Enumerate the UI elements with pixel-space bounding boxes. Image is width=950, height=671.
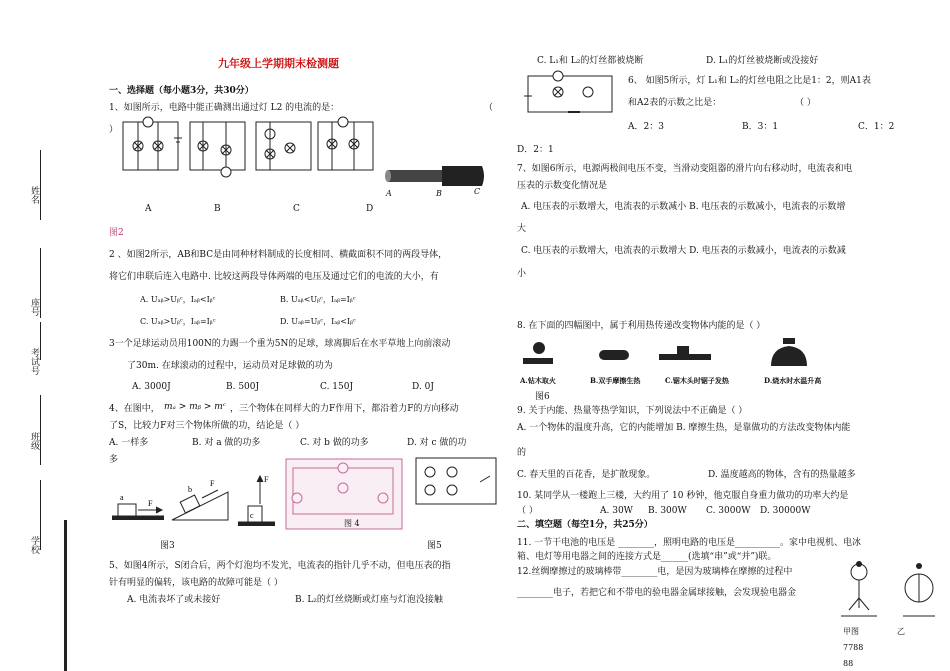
q8-caption-b: B.双手摩擦生热 — [590, 376, 641, 385]
q7-option-ab: A. 电压表的示数增大，电流表的示数减小 B. 电压表的示数减小，电流表的示数增 — [521, 202, 846, 212]
svg-text:b: b — [188, 485, 192, 494]
page-number-2: 88 — [843, 659, 854, 668]
figure-yi-caption: 乙 — [897, 627, 905, 636]
q1-option-d: D — [366, 204, 374, 214]
q8-text: 8. 在下面的四幅图中，属于利用热传递改变物体内能的是（ ） — [517, 321, 766, 331]
q1-option-c: C — [293, 204, 300, 214]
school-label: 学校 — [29, 536, 39, 554]
seat-line — [40, 248, 41, 318]
rod-label-a: A — [386, 189, 392, 198]
q5-line1: 5、如图4所示，S闭合后，两个灯泡均不发光，电流表的指针几乎不动，但电压表的指 — [109, 561, 451, 571]
rod-label-b: B — [436, 189, 442, 198]
name-label: 姓名 — [29, 186, 39, 204]
q4-option-d-tail: 多 — [109, 455, 119, 465]
class-line — [40, 395, 41, 465]
page-number-1: 7788 — [843, 643, 864, 652]
q4-line1-end: ，三个物体在同样大的力F作用下，都沿着力F的方向移动 — [230, 404, 459, 414]
q5-option-b: B. L₂的灯丝烧断或灯座与灯泡没接触 — [295, 595, 443, 605]
q6-line1: 6、 如图5所示，灯 L₁和 L₂的灯丝电阻之比是1：2，则A1表 — [628, 76, 871, 86]
q8-pictures — [517, 336, 837, 374]
q3-option-a: A. 3000J — [132, 382, 171, 392]
figure-4-caption: 图 4 — [344, 519, 360, 528]
figure-jia-caption: 甲图 — [843, 627, 859, 636]
q6-circuit-figure — [518, 70, 616, 122]
q2-line2: 将它们串联后连入电路中. 比较这两段导体两端的电压及通过它们的电流的大小，有 — [109, 272, 439, 282]
q4-line1-start: 4、在图中， — [109, 404, 160, 414]
q1-text: 1、如图所示，电路中能正确测出通过灯 L2 的电流的是： — [109, 103, 340, 113]
q10-option-d: D. 30000W — [760, 506, 811, 516]
figure-2-caption: 图2 — [109, 228, 124, 238]
school-line — [40, 480, 41, 550]
q5-line2: 针有明显的偏转，该电路的故障可能是（ ） — [109, 578, 283, 588]
q4-mass-formula: mₐ > mᵦ > mᶜ — [164, 402, 226, 412]
binding-bar — [64, 520, 67, 671]
q3-option-d: D. 0J — [412, 382, 434, 392]
q1-paren-close: ） — [109, 125, 119, 135]
q6-line2: 和A2表的示数之比是： — [628, 98, 722, 108]
q6-option-d: D．2：1 — [517, 145, 554, 155]
q3-line1: 3一个足球运动员用100N的力踢一个重为5N的足球，球离脚后在水平草地上向前滚动 — [109, 339, 451, 349]
q8-caption-c: C.锯木头时锯子发热 — [665, 376, 729, 385]
exam-number-label: 考试号 — [29, 348, 39, 375]
q8-caption-d: D.烧水时水温升高 — [764, 376, 822, 385]
q4-option-a: A. 一样多 — [109, 438, 149, 448]
q10-line1: 10. 某同学从一楼跑上三楼，大约用了 10 秒钟，他克服自身重力做功的功率大约是 — [517, 491, 849, 501]
q5-option-c: C. L₁和 L₂的灯丝都被烧断 — [537, 56, 644, 66]
q4-option-b: B. 对 a 做的功多 — [192, 438, 261, 448]
q9-option-ab-tail: 的 — [517, 448, 527, 458]
q2-option-c: C. Uₐᵦ>Uᵦᶜ，Iₐᵦ=Iᵦᶜ — [140, 317, 216, 326]
q12-line2: ________电子，若把它和不带电的验电器金属球接触，会发现验电器金 — [517, 588, 797, 598]
q12-line1: 12.丝绸摩擦过的玻璃棒带________电，是因为玻璃棒在摩擦的过程中 — [517, 567, 793, 577]
q6-option-c: C．1：2 — [858, 122, 895, 132]
q9-text: 9. 关于内能、热量等热学知识，下列说法中不正确是（ ） — [517, 406, 748, 416]
q4-option-d: D. 对 c 做的功 — [407, 438, 467, 448]
q2-option-b: B. Uₐᵦ<Uᵦᶜ，Iₐᵦ=Iᵦᶜ — [280, 295, 356, 304]
figure-3-caption: 图3 — [160, 541, 175, 551]
q9-option-ab: A. 一个物体的温度升高，它的内能增加 B. 摩擦生热，是靠做功的方法改变物体内能 — [517, 423, 851, 433]
q1-paren-open: （ — [484, 103, 494, 113]
q1-option-b: B — [214, 204, 221, 214]
q7-option-ab-tail: 大 — [517, 224, 527, 234]
q5-option-d: D. L₁的灯丝被烧断或没接好 — [706, 56, 819, 66]
section-choice-heading: 一、选择题（每小题3分，共30分） — [109, 86, 254, 96]
electroscope-figures — [835, 558, 945, 624]
name-line — [40, 150, 41, 220]
svg-text:a: a — [120, 493, 124, 502]
svg-text:c: c — [250, 511, 254, 520]
q4-line2: 了S，比较力F对三个物体所做的功，结论是（ ） — [109, 421, 305, 431]
q11-line2: 箱、电灯等用电器之间的连接方式是______(选填“串”或“并”)联。 — [517, 552, 777, 562]
q10-option-b: B. 300W — [648, 506, 687, 516]
q9-option-c: C. 春天里的百花香，是扩散现象。 — [517, 470, 656, 480]
figure-3-blocks — [110, 470, 280, 528]
q10-option-a: A. 30W — [600, 506, 633, 516]
q7-line2: 压表的示数变化情况是 — [517, 181, 608, 191]
q3-option-c: C. 150J — [320, 382, 354, 392]
figure-5-caption: 图5 — [427, 541, 442, 551]
q5-option-a: A. 电流表坏了或未接好 — [127, 595, 221, 605]
q9-option-d: D. 温度越高的物体，含有的热量越多 — [708, 470, 856, 480]
q11-line1: 11. 一节干电池的电压是 ________，照明电路的电压是__________。家中电视机、电冰 — [517, 538, 862, 548]
q2-option-a: A. Uₐᵦ>Uᵦᶜ，Iₐᵦ<Iᵦᶜ — [140, 295, 216, 304]
figure-6-caption: 图6 — [535, 392, 550, 402]
q7-line1: 7、如图6所示，电源两极间电压不变，当滑动变阻器的滑片向右移动时，电流表和电 — [517, 164, 853, 174]
q3-line2: 了30m. 在球滚动的过程中，运动员对足球做的功为 — [127, 361, 333, 371]
figure-5-circuit — [410, 452, 502, 510]
q8-caption-a: A.钻木取火 — [520, 376, 556, 385]
page-title: 九年级上学期期末检测题 — [218, 57, 339, 70]
class-label: 班级 — [29, 432, 39, 450]
q1-circuit-diagrams — [118, 114, 388, 184]
q3-option-b: B. 500J — [226, 382, 260, 392]
q6-option-b: B．3：1 — [742, 122, 779, 132]
q10-paren: （ ） — [517, 506, 538, 516]
q6-paren: （ ） — [795, 98, 816, 108]
svg-text:F: F — [264, 475, 269, 484]
q1-option-a: A — [145, 204, 152, 214]
q6-option-a: A．2：3 — [628, 122, 664, 132]
q7-option-cd-tail: 小 — [517, 269, 527, 279]
q4-option-c: C. 对 b 做的功多 — [300, 438, 369, 448]
q2-line1: 2 、如图2所示，AB和BC是由同种材料制成的长度相同、横截面积不同的两段导体， — [109, 250, 448, 260]
seat-label: 座号 — [29, 298, 39, 316]
rod-label-c: C — [474, 187, 481, 196]
svg-text:F: F — [210, 479, 215, 488]
exam-number-line — [40, 322, 41, 360]
q7-option-cd: C. 电压表的示数增大，电流表的示数增大 D. 电压表的示数减小，电流表的示数减 — [521, 246, 846, 256]
q10-option-c: C. 3000W — [706, 506, 751, 516]
svg-text:F: F — [148, 499, 153, 508]
section-fill-heading: 二、填空题（每空1分，共25分） — [517, 520, 653, 530]
q2-option-d: D. Uₐᵦ=Uᵦᶜ，Iₐᵦ<Iᵦᶜ — [280, 317, 356, 326]
